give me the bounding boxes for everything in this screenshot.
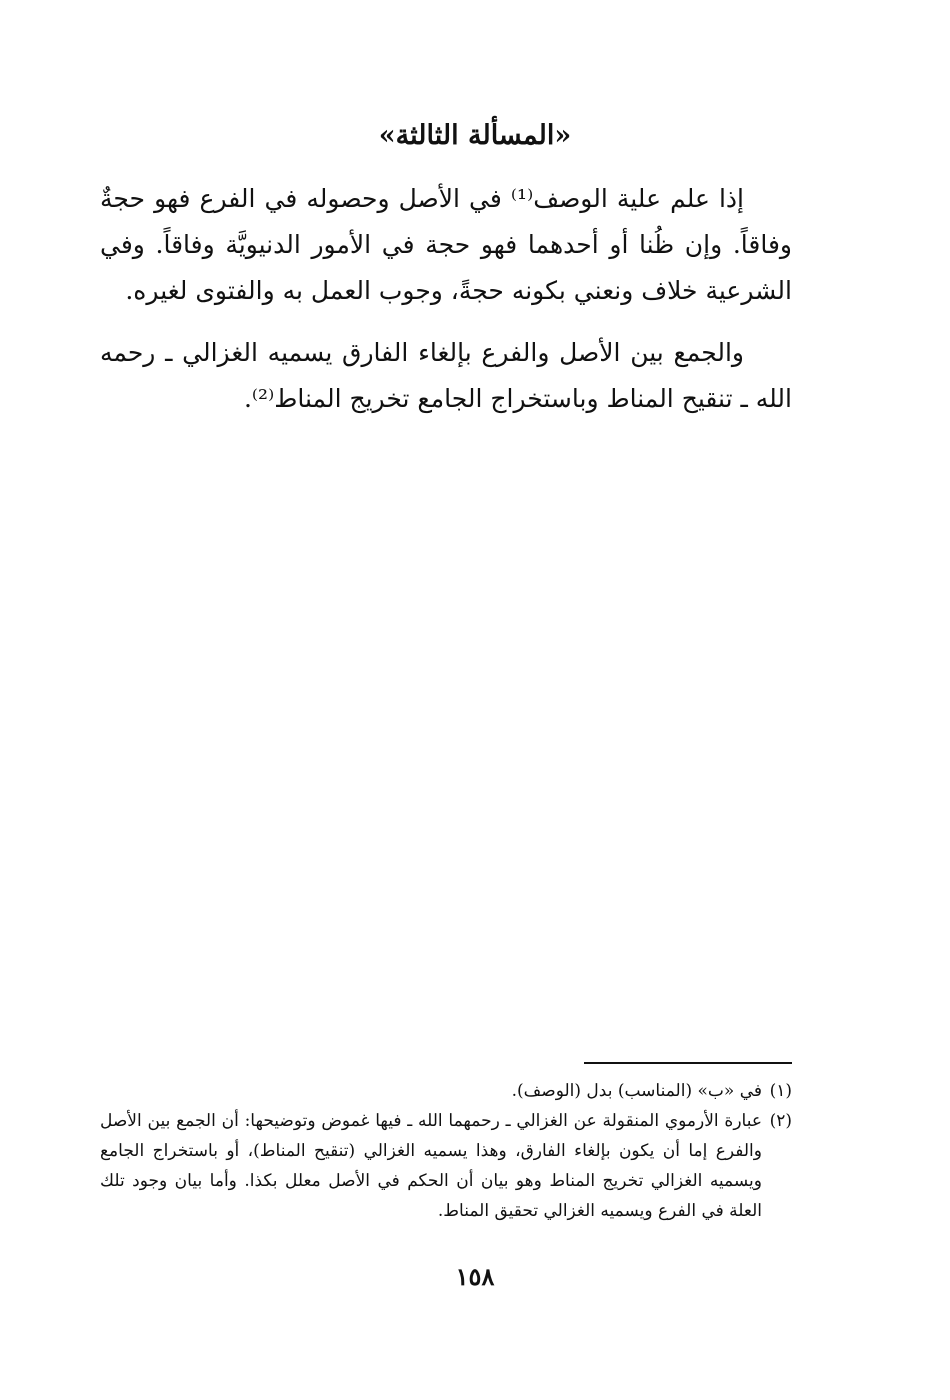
section-heading: «المسألة الثالثة» xyxy=(378,120,572,151)
footnote-separator xyxy=(584,1062,792,1064)
paragraph-1: إذا علم علية الوصف⁽¹⁾ في الأصل وحصوله في الفرع فهو حجةٌ وفاقاً. وإن ظُنا أو أحدهما فهو حجة في الأمور الدنيويَّة وفاقاً. وفي الشرعية خلاف ونعني بكونه حجةً، وجوب العمل به والفتوى لغيره. xyxy=(100,184,792,305)
footnote-2-text: عبارة الأرموي المنقولة عن الغزالي ـ رحمهما الله ـ فيها غموض وتوضيحها: أن الجمع بين الأصل والفرع إما أن يكون بإلغاء الفارق، وهذا يسميه الغزالي (تنقيح المناط)، أو باستخراج الجامع ويسميه الغزالي تخريج المناط وهو بيان أن الحكم في الأصل معلل بكذا. وأما بيان وجود تلك العلة في الفرع ويسميه الغزالي تحقيق المناط. xyxy=(100,1111,762,1221)
footnote-1-number: (١) xyxy=(769,1081,792,1101)
footnote-2-number: (٢) xyxy=(769,1111,792,1131)
main-text xyxy=(100,176,792,422)
footnotes xyxy=(100,1076,792,1226)
paragraph-2: والجمع بين الأصل والفرع بإلغاء الفارق يسميه الغزالي ـ رحمه الله ـ تنقيح المناط وباستخراج الجامع تخريج المناط⁽²⁾. xyxy=(100,338,792,413)
footnote-2 xyxy=(100,1106,792,1226)
page-number: ١٥٨ xyxy=(455,1262,495,1291)
footnote-1-text: في «ب» (المناسب) بدل (الوصف). xyxy=(511,1081,762,1101)
footnote-1 xyxy=(100,1076,792,1106)
